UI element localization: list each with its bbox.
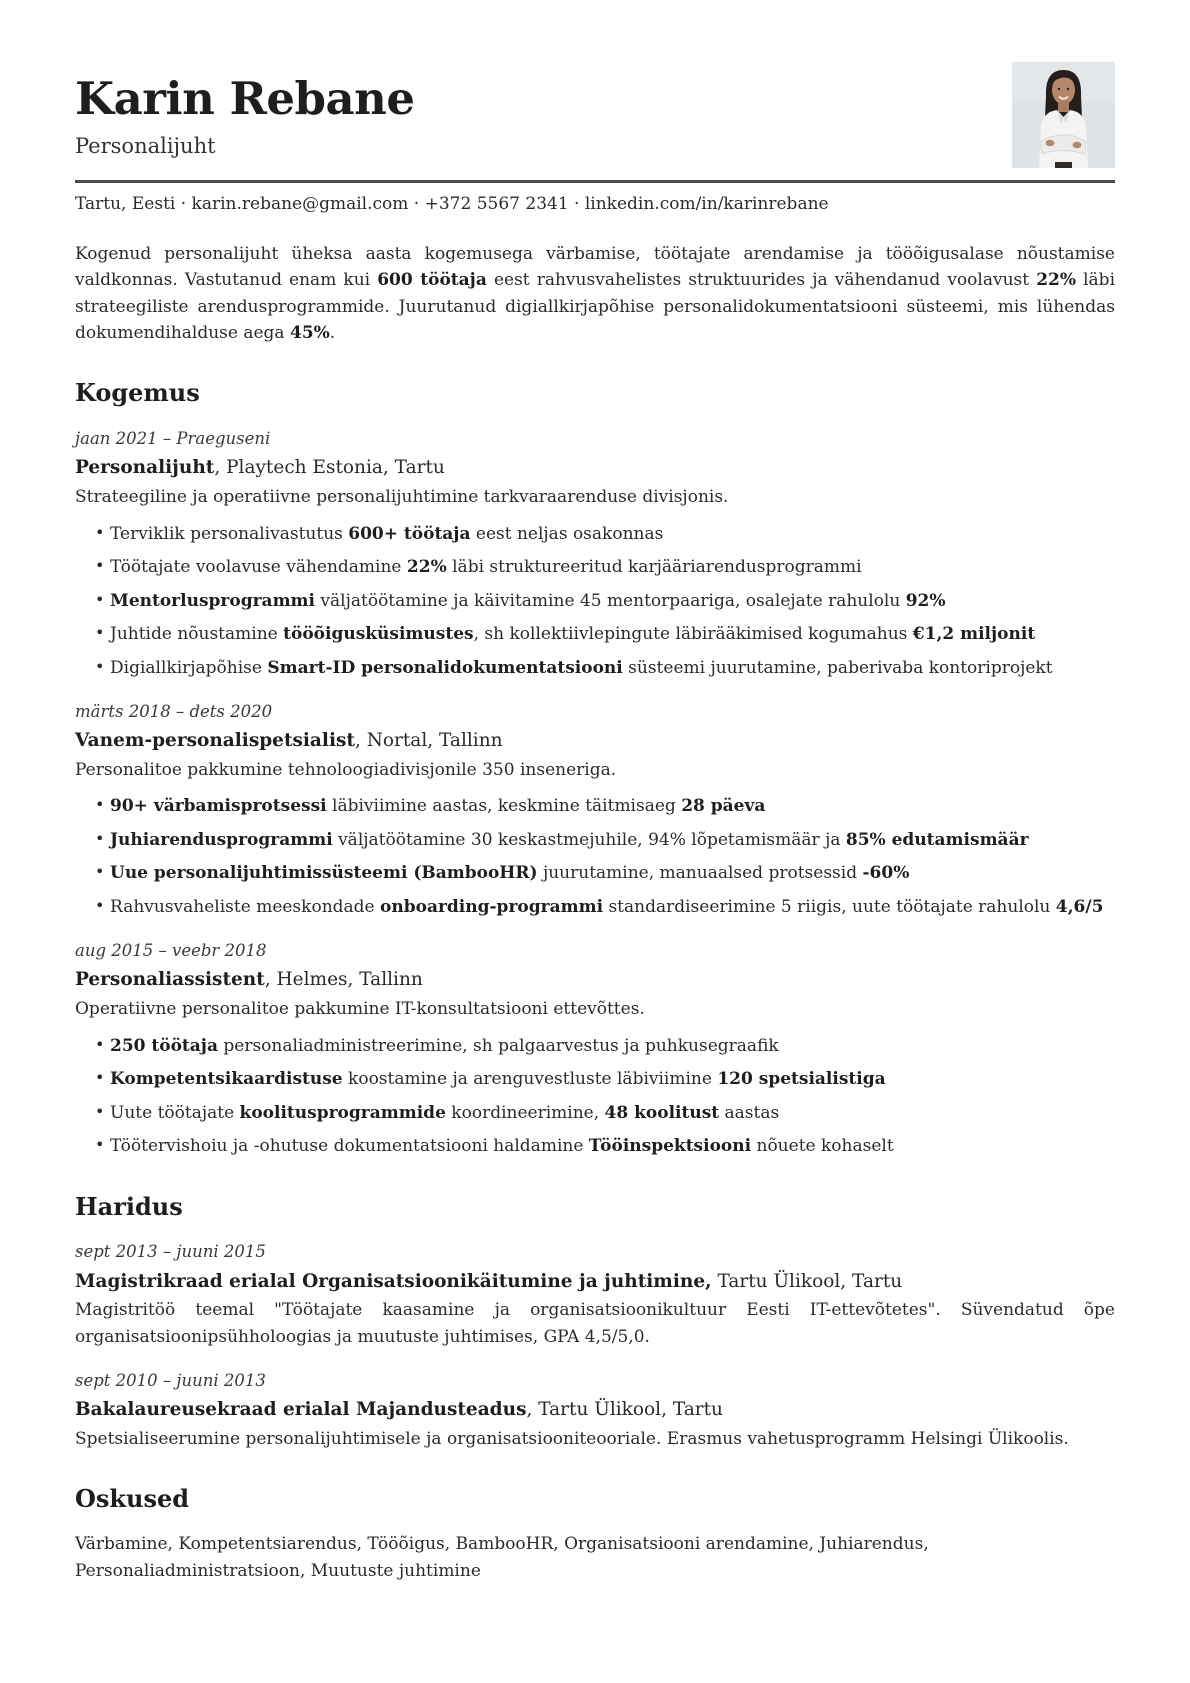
bullet-item: • Töötajate voolavuse vähendamine 22% läbi struktureeritud karjääriarendusprogrammi — [91, 555, 1115, 581]
entry-description: Magistritöö teemal "Töötajate kaasamine ja organisatsioonikultuur Eesti IT-ettevõtetes". Süvendatud õpe organisatsioonipsühholoogias ja muutuste juhtimises, GPA 4,5/5,0. — [75, 1300, 1115, 1347]
entry-title: Personaliassistent, Helmes, Tallinn — [75, 969, 423, 991]
summary-paragraph: Kogenud personalijuht üheksa aasta kogemusega värbamise, töötajate arendamise ja tööõigusalase nõustamise valdkonnas. Vastutanud enam kui 600 töötaja eest rahvusvahelistes struktuurides ja vähendanud voolavust 22% läbi strateegiliste arendusprogrammide. Juurutanud digiallkirjapõhise personalidokumentatsiooni süsteemi, mis lühendas dokumendihalduse aega 45%. — [75, 244, 1116, 344]
entry-date: sept 2013 – juuni 2015 — [75, 1242, 266, 1262]
section-heading-education: Haridus — [75, 1191, 183, 1221]
header-divider — [75, 180, 1115, 183]
bullet-item: • Kompetentsikaardistuse koostamine ja arenguvestluste läbiviimine 120 spetsialistiga — [91, 1067, 1115, 1093]
entry-description: Spetsialiseerumine personalijuhtimisele ja organisatsiooniteooriale. Erasmus vahetusprogramm Helsingi Ülikoolis. — [75, 1429, 1069, 1450]
person-name: Karin Rebane — [75, 72, 415, 125]
entry-title: Magistrikraad erialal Organisatsioonikäitumine ja juhtimine, Tartu Ülikool, Tartu — [75, 1270, 903, 1292]
profile-photo — [1012, 62, 1115, 168]
bullet-item: • Uute töötajate koolitusprogrammide koordineerimine, 48 koolitust aastas — [91, 1101, 1115, 1127]
section-heading-experience: Kogemus — [75, 378, 200, 408]
person-title: Personalijuht — [75, 133, 216, 158]
bullet-item: • 90+ värbamisprotsessi läbiviimine aastas, keskmine täitmisaeg 28 päeva — [91, 794, 1115, 820]
entry-bullet-list — [91, 794, 1115, 920]
entry-description: Personalitoe pakkumine tehnoloogiadivisjonile 350 inseneriga. — [75, 759, 617, 780]
header — [75, 56, 1115, 168]
entry-date: märts 2018 – dets 2020 — [75, 702, 273, 721]
bullet-item: • 250 töötaja personaliadministreerimine, sh palgaarvestus ja puhkusegraafik — [91, 1034, 1115, 1060]
contact-line: Tartu, Eesti · karin.rebane@gmail.com · +372 5567 2341 · linkedin.com/in/karinrebane — [75, 194, 829, 214]
education-entry-2 — [75, 1369, 1115, 1452]
entry-date: jaan 2021 – Praeguseni — [75, 429, 271, 449]
entry-title: Vanem-personalispetsialist, Nortal, Tallinn — [75, 730, 503, 752]
bullet-item: • Töötervishoiu ja -ohutuse dokumentatsiooni haldamine Tööinspektsiooni nõuete kohaselt — [91, 1134, 1115, 1160]
bullet-item: • Juhiarendusprogrammi väljatöötamine 30 keskastmejuhile, 94% lõpetamismäär ja 85% edutamismäär — [91, 828, 1115, 854]
entry-description: Strateegiline ja operatiivne personalijuhtimine tarkvaraarenduse divisjonis. — [75, 487, 729, 508]
experience-entry-3 — [75, 939, 1115, 1159]
entry-bullet-list — [91, 1034, 1115, 1160]
bullet-item: • Digiallkirjapõhise Smart-ID personalidokumentatsiooni süsteemi juurutamine, paberivaba kontoriprojekt — [91, 656, 1115, 682]
education-entry-1 — [75, 1240, 1115, 1350]
skills-list: Värbamine, Kompetentsiarendus, Tööõigus, BambooHR, Organisatsiooni arendamine, Juhiarendus, Personaliadministratsioon, Muutuste juhtimine — [75, 1534, 929, 1582]
bullet-item: • Uue personalijuhtimissüsteemi (BambooHR) juurutamine, manuaalsed protsessid -60% — [91, 861, 1115, 887]
bullet-item: • Mentorlusprogrammi väljatöötamine ja käivitamine 45 mentorpaariga, osalejate rahulolu 92% — [91, 589, 1115, 615]
bullet-item: • Rahvusvaheliste meeskondade onboarding-programmi standardiseerimine 5 riigis, uute töötajate rahulolu 4,6/5 — [91, 895, 1115, 921]
bullet-item: • Terviklik personalivastutus 600+ töötaja eest neljas osakonnas — [91, 522, 1115, 548]
section-heading-skills: Oskused — [75, 1484, 190, 1514]
entry-date: aug 2015 – veebr 2018 — [75, 941, 267, 961]
bullet-item: • Juhtide nõustamine tööõigusküsimustes, sh kollektiivlepingute läbirääkimised kogumahus €1,2 miljonit — [91, 622, 1115, 648]
entry-title: Bakalaureusekraad erialal Majandusteadus, Tartu Ülikool, Tartu — [75, 1399, 723, 1421]
entry-description: Operatiivne personalitoe pakkumine IT-konsultatsiooni ettevõttes. — [75, 999, 645, 1020]
experience-entry-1 — [75, 427, 1115, 681]
entry-bullet-list — [91, 522, 1115, 682]
entry-date: sept 2010 – juuni 2013 — [75, 1371, 266, 1391]
header-text-block — [75, 56, 414, 158]
entry-title: Personalijuht, Playtech Estonia, Tartu — [75, 457, 445, 479]
profile-photo-illustration — [1012, 62, 1115, 168]
experience-entry-2 — [75, 700, 1115, 920]
